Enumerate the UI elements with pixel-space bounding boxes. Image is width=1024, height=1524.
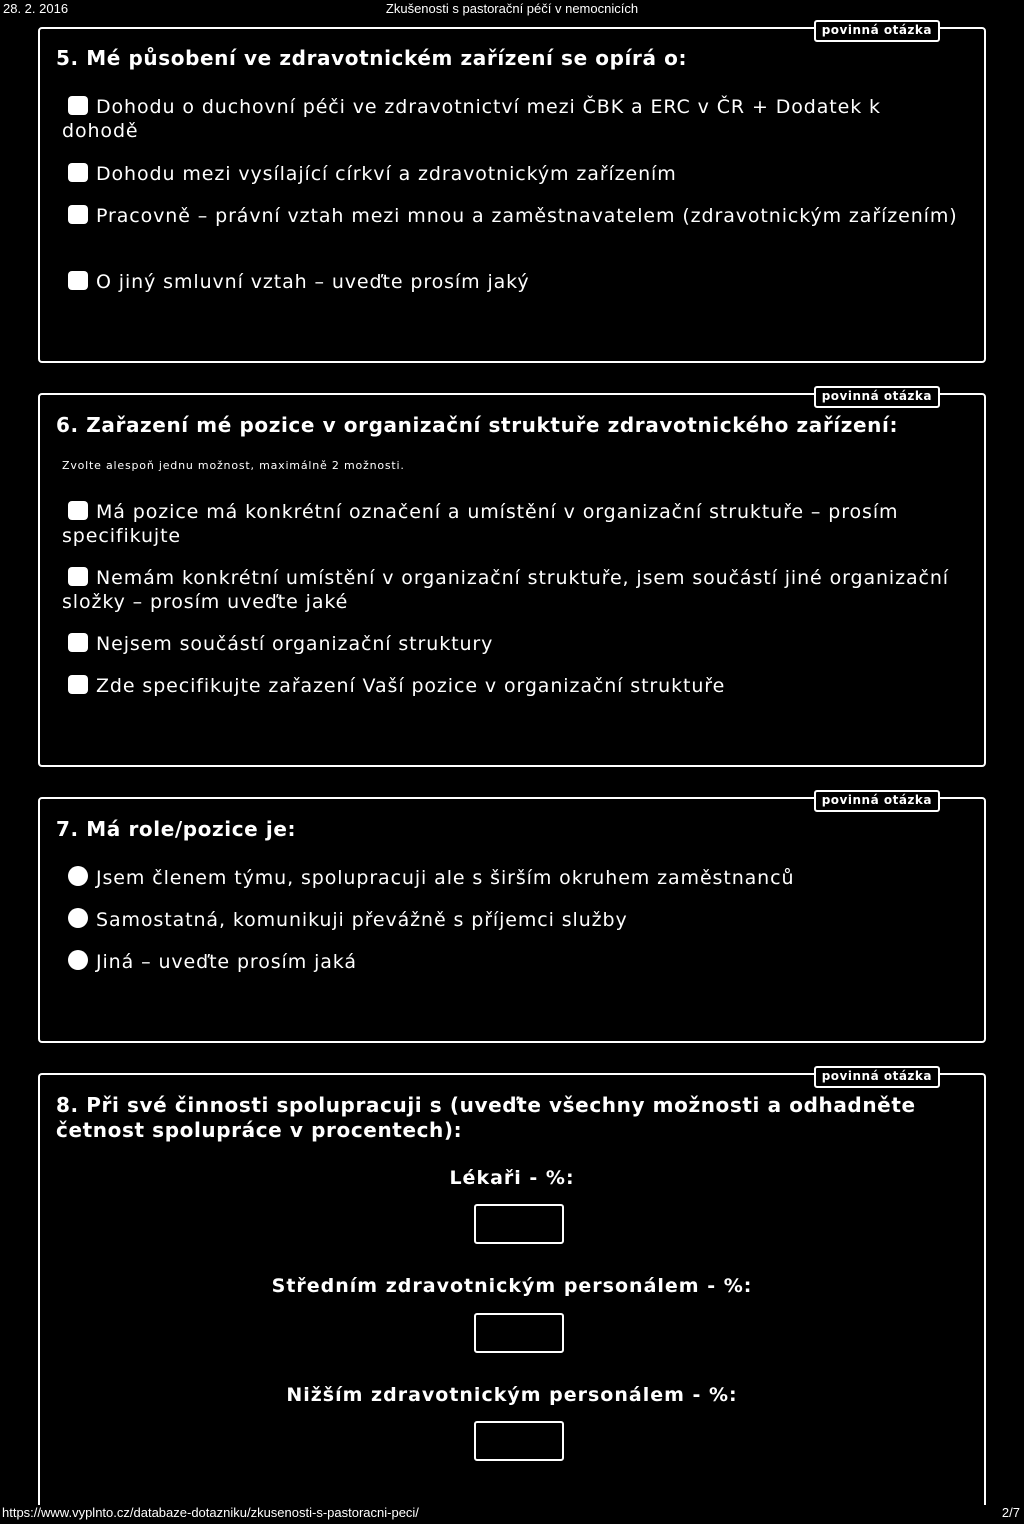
option-label: Dohodu mezi vysílající církví a zdravotnickým zařízením: [96, 163, 677, 185]
option-label: Pracovně – právní vztah mezi mnou a zaměstnavatelem (zdravotnickým zařízením): [96, 205, 958, 227]
option-checkbox[interactable]: [62, 204, 958, 228]
option-label: Má pozice má konkrétní označení a umístění v organizační struktuře – prosím specifikujte: [62, 501, 899, 547]
checkbox-icon[interactable]: [68, 163, 88, 182]
checkbox-icon[interactable]: [68, 205, 88, 224]
option-radio[interactable]: [62, 908, 958, 932]
option-checkbox[interactable]: [62, 162, 958, 186]
question-5: [38, 23, 986, 363]
option-checkbox[interactable]: [62, 566, 958, 614]
percent-input-middle-staff[interactable]: [474, 1313, 564, 1353]
option-radio[interactable]: [62, 866, 958, 890]
option-checkbox[interactable]: [62, 95, 958, 143]
print-header: [0, 0, 1024, 20]
percent-label-lower-staff: Nižším zdravotnickým personálem - %:: [286, 1384, 738, 1406]
question-8: [38, 1069, 986, 1505]
option-checkbox[interactable]: [62, 674, 958, 698]
question-6: [38, 389, 986, 767]
option-label: O jiný smluvní vztah – uveďte prosím jaký: [96, 271, 530, 293]
required-badge: povinná otázka: [814, 386, 940, 408]
required-badge: povinná otázka: [814, 1066, 940, 1088]
print-footer: [0, 1503, 1024, 1523]
required-badge: povinná otázka: [814, 790, 940, 812]
page-number: 2/7: [1001, 1505, 1020, 1520]
radio-icon[interactable]: [68, 950, 88, 970]
percent-label-middle-staff: Středním zdravotnickým personálem - %:: [271, 1275, 753, 1297]
option-checkbox[interactable]: [62, 270, 958, 294]
radio-icon[interactable]: [68, 866, 88, 886]
print-page-title: Zkušenosti s pastorační péčí v nemocnicích: [385, 1, 639, 16]
option-label: Zde specifikujte zařazení Vaší pozice v organizační struktuře: [96, 675, 726, 697]
question-7: [38, 793, 986, 1043]
checkbox-icon[interactable]: [68, 96, 88, 115]
checkbox-icon[interactable]: [68, 567, 88, 586]
percent-label-doctors: Lékaři - %:: [449, 1167, 575, 1189]
required-badge: povinná otázka: [814, 20, 940, 42]
checkbox-icon[interactable]: [68, 271, 88, 290]
question-title: 8. Při své činnosti spolupracuji s (uveďte všechny možnosti a odhadněte četnost spolupráce v procentech):: [56, 1093, 916, 1142]
option-radio[interactable]: [62, 950, 958, 974]
question-title: 6. Zařazení mé pozice v organizační struktuře zdravotnického zařízení:: [56, 413, 899, 437]
percent-input-lower-staff[interactable]: [474, 1421, 564, 1461]
option-checkbox[interactable]: [62, 500, 958, 548]
option-checkbox[interactable]: [62, 632, 958, 656]
checkbox-icon[interactable]: [68, 675, 88, 694]
percent-input-doctors[interactable]: [474, 1204, 564, 1244]
option-label: Jiná – uveďte prosím jaká: [96, 951, 357, 973]
question-hint: Zvolte alespoň jednu možnost, maximálně 2 možnosti.: [62, 459, 405, 472]
option-label: Samostatná, komunikuji převážně s příjemci služby: [96, 909, 628, 931]
question-title: 5. Mé působení ve zdravotnickém zařízení se opírá o:: [56, 46, 688, 70]
option-label: Dohodu o duchovní péči ve zdravotnictví mezi ČBK a ERC v ČR + Dodatek k dohodě: [62, 96, 881, 142]
option-label: Nemám konkrétní umístění v organizační struktuře, jsem součástí jiné organizační složky – prosím uveďte jaké: [62, 567, 949, 613]
print-url: https://www.vyplnto.cz/databaze-dotazniku/zkusenosti-s-pastoracni-peci/: [2, 1505, 419, 1520]
radio-icon[interactable]: [68, 908, 88, 928]
checkbox-icon[interactable]: [68, 633, 88, 652]
option-label: Jsem členem týmu, spolupracuji ale s širším okruhem zaměstnanců: [96, 867, 795, 889]
print-date: 28. 2. 2016: [3, 1, 69, 16]
checkbox-icon[interactable]: [68, 501, 88, 520]
option-label: Nejsem součástí organizační struktury: [96, 633, 494, 655]
question-title: 7. Má role/pozice je:: [56, 817, 297, 841]
